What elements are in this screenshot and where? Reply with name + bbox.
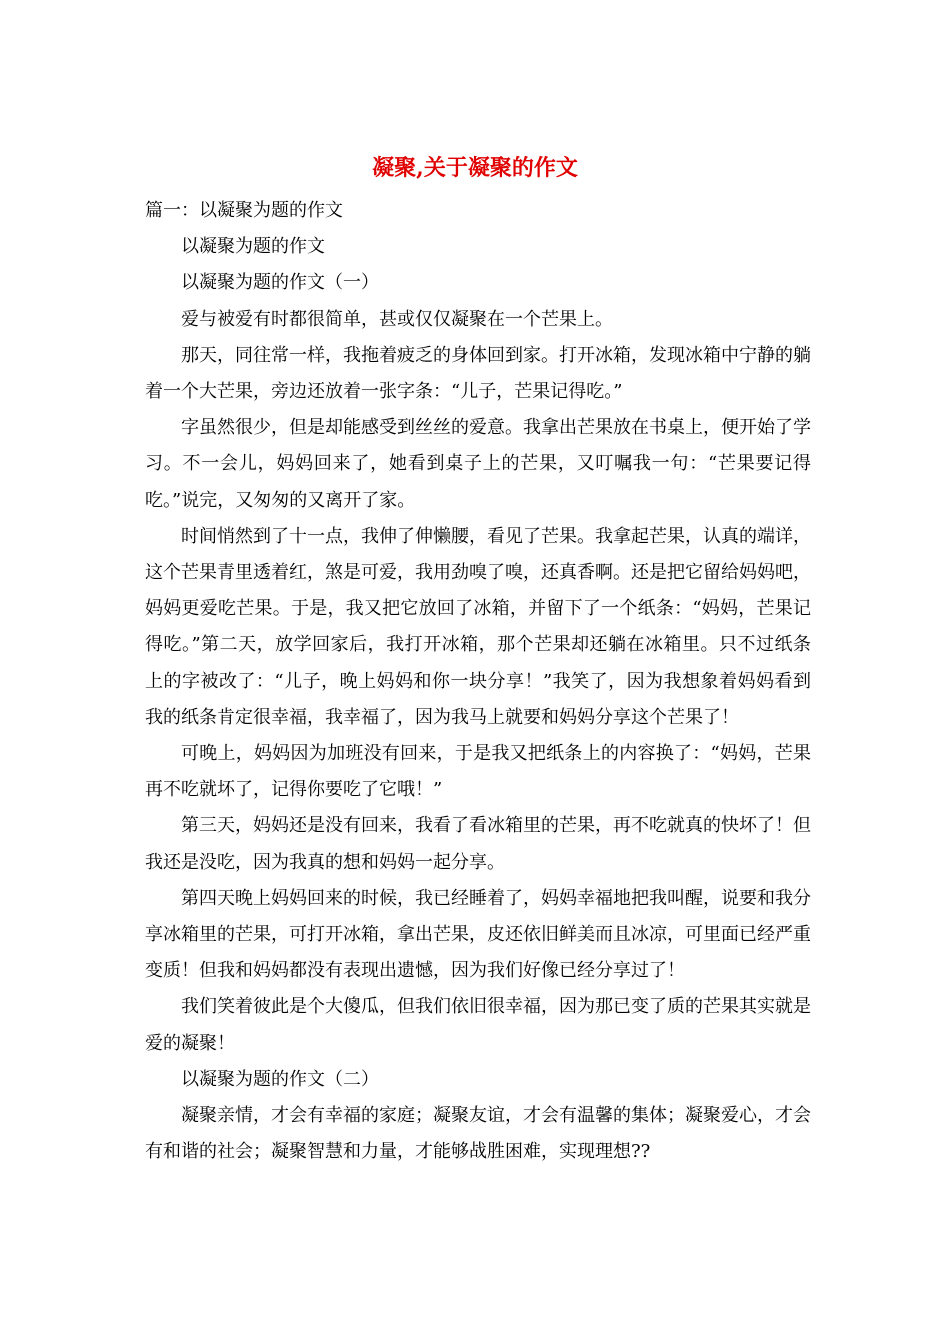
paragraph: 可晚上，妈妈因为加班没有回来，于是我又把纸条上的内容换了：“妈妈，芒果再不吃就坏了，记得你要吃了它哦！” xyxy=(145,743,811,801)
paragraph: 第四天晚上妈妈回来的时候，我已经睡着了，妈妈幸福地把我叫醒，说要和我分享冰箱里的芒果，可打开冰箱，拿出芒果，皮还依旧鲜美而且冰凉，可里面已经严重变质！但我和妈妈都没有表现出遗憾，因为我们好像已经分享过了！ xyxy=(145,887,811,982)
document-body xyxy=(145,193,811,1170)
paragraph: 以凝聚为题的作文 xyxy=(181,236,325,258)
paragraph: 以凝聚为题的作文（一） xyxy=(181,272,379,294)
paragraph: 我们笑着彼此是个大傻瓜，但我们依旧很幸福，因为那已变了质的芒果其实就是爱的凝聚！ xyxy=(145,996,811,1054)
paragraph: 爱与被爱有时都很简单，甚或仅仅凝聚在一个芒果上。 xyxy=(181,308,613,330)
paragraph: 时间悄然到了十一点，我伸了伸懒腰，看见了芒果。我拿起芒果，认真的端详，这个芒果青里透着红，煞是可爱，我用劲嗅了嗅，还真香啊。还是把它留给妈妈吧，妈妈更爱吃芒果。于是，我又把它放回了冰箱，并留下了一个纸条：“妈妈，芒果记得吃。”第二天，放学回家后，我打开冰箱，那个芒果却还躺在冰箱里。只不过纸条上的字被改了：“儿子，晚上妈妈和你一块分享！”我笑了，因为我想象着妈妈看到我的纸条肯定很幸福，我幸福了，因为我马上就要和妈妈分享这个芒果了！ xyxy=(145,525,811,728)
document-title: 凝聚,关于凝聚的作文 xyxy=(372,155,578,181)
paragraph: 凝聚亲情，才会有幸福的家庭；凝聚友谊，才会有温馨的集体；凝聚爱心，才会有和谐的社会；凝聚智慧和力量，才能够战胜困难，实现理想?? xyxy=(145,1105,811,1163)
paragraph: 第三天，妈妈还是没有回来，我看了看冰箱里的芒果，再不吃就真的快坏了！但我还是没吃，因为我真的想和妈妈一起分享。 xyxy=(145,815,811,873)
paragraph: 以凝聚为题的作文（二） xyxy=(181,1068,379,1090)
paragraph: 那天，同往常一样，我拖着疲乏的身体回到家。打开冰箱，发现冰箱中宁静的躺着一个大芒果，旁边还放着一张字条：“儿子，芒果记得吃。” xyxy=(145,344,811,403)
paragraph: 字虽然很少，但是却能感受到丝丝的爱意。我拿出芒果放在书桌上，便开始了学习。不一会儿，妈妈回来了，她看到桌子上的芒果，又叮嘱我一句：“芒果要记得吃。”说完，又匆匆的又离开了家。 xyxy=(145,417,811,511)
paragraph: 篇一：以凝聚为题的作文 xyxy=(145,200,343,221)
